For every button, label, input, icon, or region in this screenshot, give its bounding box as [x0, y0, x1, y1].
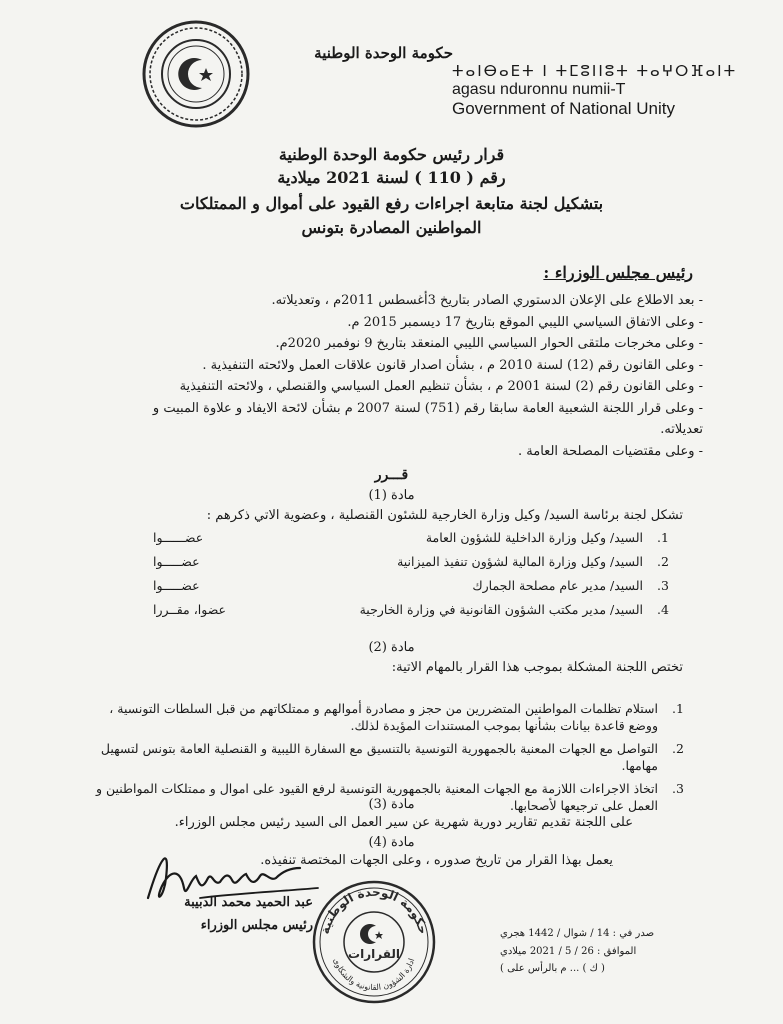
prelude-item: - وعلى مخرجات ملتقى الحوار السياسي الليبي المنعقد بتاريخ 9 نوفمبر 2020م.: [275, 336, 703, 351]
reference-gregorian-date: الموافق : 26 / 5 / 2021 ميلادي: [500, 946, 637, 957]
task-text: التواصل مع الجهات المعنية بالجمهورية التونسية بالتنسيق مع السفارة الليبية و القنصلية العامة بتونس لتسهيل مهامها.: [100, 741, 658, 773]
header-tifinagh-name: ⵜⴰⵏⴱⴰⴹⵜ ⵏ ⵜⵎⵓⵏⵏⵓⵜ ⵜⴰⵖⵔⴼⴰⵏⵜ: [452, 62, 738, 80]
prelude-item: - وعلى القانون رقم (2) لسنة 2001 م ، بشأن تنظيم العمل السياسي والقنصلي ، ولائحته التنفيذية: [179, 379, 703, 394]
member-role: عضـــــوا: [153, 578, 200, 593]
task-text: اتخاذ الاجراءات اللازمة مع الجهات المعنية بالجمهورية التونسية لرفع القيود على اموال و ممتلكات المواطنين و العمل على ترجيعها لأصحابها.: [95, 781, 658, 813]
member-number: 2.: [657, 554, 669, 569]
list-item: [88, 700, 688, 734]
list-item: [153, 602, 673, 626]
article-1-lead: تشكل لجنة برئاسة السيد/ وكيل وزارة الخارجية للشئون القنصلية ، وعضوية الاتي ذكرهم :: [206, 508, 683, 523]
member-number: 3.: [657, 578, 669, 593]
article-4-text: يعمل بهذا القرار من تاريخ صدوره ، وعلى الجهات المختصة تنفيذه.: [260, 853, 613, 868]
decision-number: رقم ( 110 ) لسنة 2021 ميلادية: [277, 168, 506, 187]
member-title: السيد/ وكيل وزارة المالية لشؤون تنفيذ الميزانية: [397, 554, 643, 569]
signer-name: عبد الحميد محمد الدبيبة: [184, 895, 313, 910]
list-item: [88, 740, 688, 774]
members-list: [153, 530, 673, 626]
task-number: 2.: [672, 741, 684, 756]
prelude-list: [83, 290, 703, 462]
prelude-item: - بعد الاطلاع على الإعلان الدستوري الصادر بتاريخ 3أغسطس 2011م ، وتعديلاته.: [271, 293, 703, 308]
task-number: 1.: [672, 701, 684, 716]
article-2-lead: تختص اللجنة المشكلة بموجب هذا القرار بالمهام الاتية:: [391, 660, 683, 675]
task-number: 3.: [672, 781, 684, 796]
member-role: عضـــــوا: [153, 554, 200, 569]
member-role: عضــــــوا: [153, 530, 204, 545]
header-english-name: Government of National Unity: [452, 99, 675, 118]
member-title: السيد/ وكيل وزارة الداخلية للشؤون العامة: [425, 530, 643, 545]
member-number: 4.: [657, 602, 669, 617]
prelude-item: - وعلى قرار اللجنة الشعبية العامة سابقا رقم (751) لسنة 2007 م بشأن لائحة الايفاد و علاوة المبيت و: [152, 400, 703, 416]
government-emblem-seal: [140, 18, 252, 130]
header-amazigh-latin: agasu nduronnu numii-T: [452, 81, 626, 98]
list-item: [153, 554, 673, 578]
prelude-item: - وعلى القانون رقم (12) لسنة 2010 م ، بشأن اصدار قانون علاقات العمل ولائحته التنفيذية .: [202, 357, 703, 373]
svg-text:حكومة الوحدة الوطنية: [318, 885, 431, 936]
article-3-text: على اللجنة تقديم تقارير دورية شهرية عن سير العمل الى السيد رئيس مجلس الوزراء.: [174, 815, 633, 830]
seal-center-text: القرارات: [348, 947, 400, 961]
article-3-heading: مادة (3): [368, 797, 415, 812]
decided-heading: قـــرر: [374, 467, 409, 483]
chief-heading: رئيس مجلس الوزراء :: [543, 263, 693, 282]
signer-title: رئيس مجلس الوزراء: [200, 918, 313, 933]
prelude-item: - وعلى الاتفاق السياسي الليبي الموقع بتاريخ 17 ديسمبر 2015 م.: [347, 314, 703, 330]
decision-title: قرار رئيس حكومة الوحدة الوطنية: [278, 145, 505, 164]
article-2-heading: مادة (2): [368, 640, 415, 655]
member-role: عضوا، مقــررا: [153, 602, 226, 617]
list-item: [153, 530, 673, 554]
reference-note: ( ك ) ... م بالرأس على ): [500, 963, 605, 974]
list-item: [153, 578, 673, 602]
decision-subject-line2: المواطنين المصادرة بتونس: [301, 218, 482, 237]
article-1-heading: مادة (1): [368, 488, 415, 503]
member-title: السيد/ مدير مكتب الشؤون القانونية في وزارة الخارجية: [359, 602, 643, 617]
member-title: السيد/ مدير عام مصلحة الجمارك: [472, 578, 643, 593]
seal-lower-text: ادارة الشؤون القانونية والشكاوى: [331, 957, 417, 993]
prelude-item: تعديلاته.: [660, 422, 703, 437]
reference-hijri-date: صدر في : 14 / شوال / 1442 هجري: [500, 928, 655, 939]
prelude-item: - وعلى مقتضيات المصلحة العامة .: [518, 443, 703, 459]
task-text: استلام تظلمات المواطنين المتضررين من حجز و مصادرة أموالهم و ممتلكاتهم من قبل السلطات التونسية ، ووضع قاعدة بيانات بشأنها بموجب المستندات المؤيدة لذلك.: [109, 701, 658, 733]
seal-outer-text: حكومة الوحدة الوطنية: [317, 884, 431, 936]
decision-subject-line1: بتشكيل لجنة متابعة اجراءات رفع القيود على أموال و الممتلكات: [179, 194, 604, 213]
article-4-heading: مادة (4): [368, 835, 415, 850]
header-arabic-name: حكومة الوحدة الوطنية: [314, 44, 453, 62]
decisions-stamp-seal: [310, 878, 438, 1006]
member-number: 1.: [657, 530, 669, 545]
